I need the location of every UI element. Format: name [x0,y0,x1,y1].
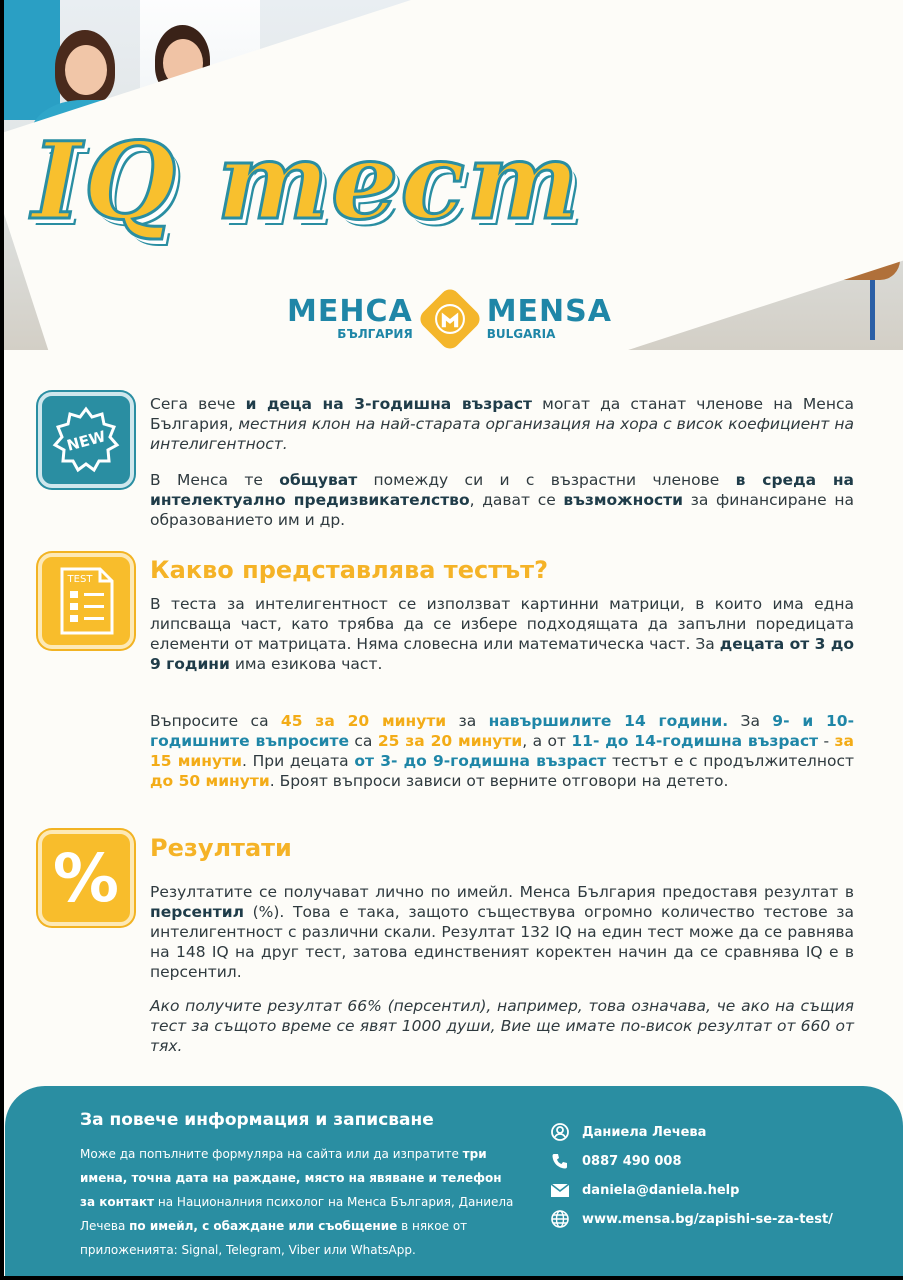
test-paragraph-2 [150,711,854,791]
text-run: Сега вече [150,395,246,413]
results-paragraph-1 [150,882,854,982]
footer-contact-panel [5,1086,903,1280]
text-run: В Менса те [150,471,280,489]
text-run: в някое от приложенията: Signal, Telegram, Viber или WhatsApp. [80,1219,468,1257]
text-run: 45 за 20 минути [280,712,447,730]
svg-text:NEW: NEW [64,427,108,455]
text-run: от 3- до 9-годишна възраст [354,752,607,770]
user-icon [550,1122,570,1142]
text-run: В теста за интелигентност се използват картинни матрици, в които има една липсваща част, като трябва да се избере подходящата да запълни поредицата елементи от матрицата. Няма словесна или математическа част. За [150,595,854,653]
text-run: за [446,712,489,730]
text-run: , а от [522,732,572,750]
intro-paragraph-2 [150,470,854,530]
contact-website[interactable]: www.mensa.bg/zapishi-se-za-test/ [550,1209,833,1229]
frame-border-bottom [0,1276,903,1280]
text-run: могат да станат членове на Менса България, [150,395,854,433]
contact-phone[interactable]: 0887 490 008 [550,1151,682,1171]
text-run: на Националния психолог на Менса България, Даниела Лечева [80,1195,514,1233]
text-run: Ако получите резултат 66% (персентил), например, това означава, че ако на същия тест за същото време се явят 1000 души, Вие ще имате по-висок резултат от 660 от тях. [150,997,854,1055]
text-run: децата от 3 до 9 години [150,635,854,673]
footer-body [80,1142,520,1262]
text-run: 11- до 14-годишна възраст [571,732,819,750]
text-run: общуват [279,471,358,489]
text-run: възможности [563,491,684,509]
new-badge-icon [38,392,134,488]
text-run: Въпросите са [150,712,281,730]
svg-text:TEST: TEST [67,574,93,585]
text-run: три имена, точна дата на раждане, място на явяване и телефон за контакт [80,1147,502,1209]
globe-icon [550,1209,570,1229]
frame-border-left [0,0,4,1280]
text-run: За [728,712,773,730]
text-run: за финансиране на образованието им и др. [150,491,854,529]
intro-paragraph-1 [150,394,854,454]
test-document-icon [38,553,134,649]
text-run: , дават се [469,491,564,509]
text-run: до 50 минути [150,772,270,790]
text-run: навършилите 14 години. [488,712,729,730]
text-run: са [348,732,378,750]
text-run: има езикова част. [229,655,383,673]
percent-icon [38,830,134,926]
text-run: за 15 минути [150,732,855,770]
svg-text:%: % [52,843,120,913]
text-run: и деца на 3-годишна възраст [245,395,533,413]
contact-email[interactable]: daniela@daniela.help [550,1180,739,1200]
text-run: - [818,732,835,750]
mensa-emblem-icon [416,285,483,352]
contact-name: Даниела Лечева [550,1122,706,1142]
text-run: . Броят въпроси зависи от верните отговори на детето. [269,772,729,790]
page-title: IQ тест [32,118,582,243]
text-run: по имейл, с обаждане или съобщение [129,1219,398,1233]
text-run: . При децата [241,752,355,770]
text-run: местния клон на най-старата организация на хора с висок коефициент на интелигентност. [150,415,854,453]
text-run: 25 за 20 минути [377,732,523,750]
text-run: в среда на интелектуално предизвикателство [150,471,855,509]
text-run: Резултатите се получават лично по имейл. Менса България предоставя резултат в [150,883,854,901]
results-paragraph-2 [150,996,854,1056]
mensa-logo: МЕНСА БЪЛГАРИЯ MENSA BULGARIA [287,288,612,350]
text-run: помежду си и с възрастни членове [357,471,736,489]
test-paragraph-1 [150,594,854,674]
text-run: тестът е с продължителност [606,752,854,770]
email-icon [550,1180,570,1200]
text-run: (%). Това е така, защото съществува огромно количество тестове за интелигентност с различни скали. Резултат 132 IQ на един тест може да се равнява на 148 IQ на друг тест, затова единственият коректен начин да се сравнява IQ е в персентил. [150,903,854,981]
phone-icon [550,1151,570,1171]
text-run: Може да попълните формуляра на сайта или да изпратите [80,1147,463,1161]
test-section-heading: Какво представлява тестът? [150,556,548,584]
text-run: 9- и 10-годишните въпросите [150,712,855,750]
footer-title: За повече информация и записване [80,1110,434,1130]
results-heading: Резултати [150,834,292,862]
text-run: персентил [150,903,244,921]
